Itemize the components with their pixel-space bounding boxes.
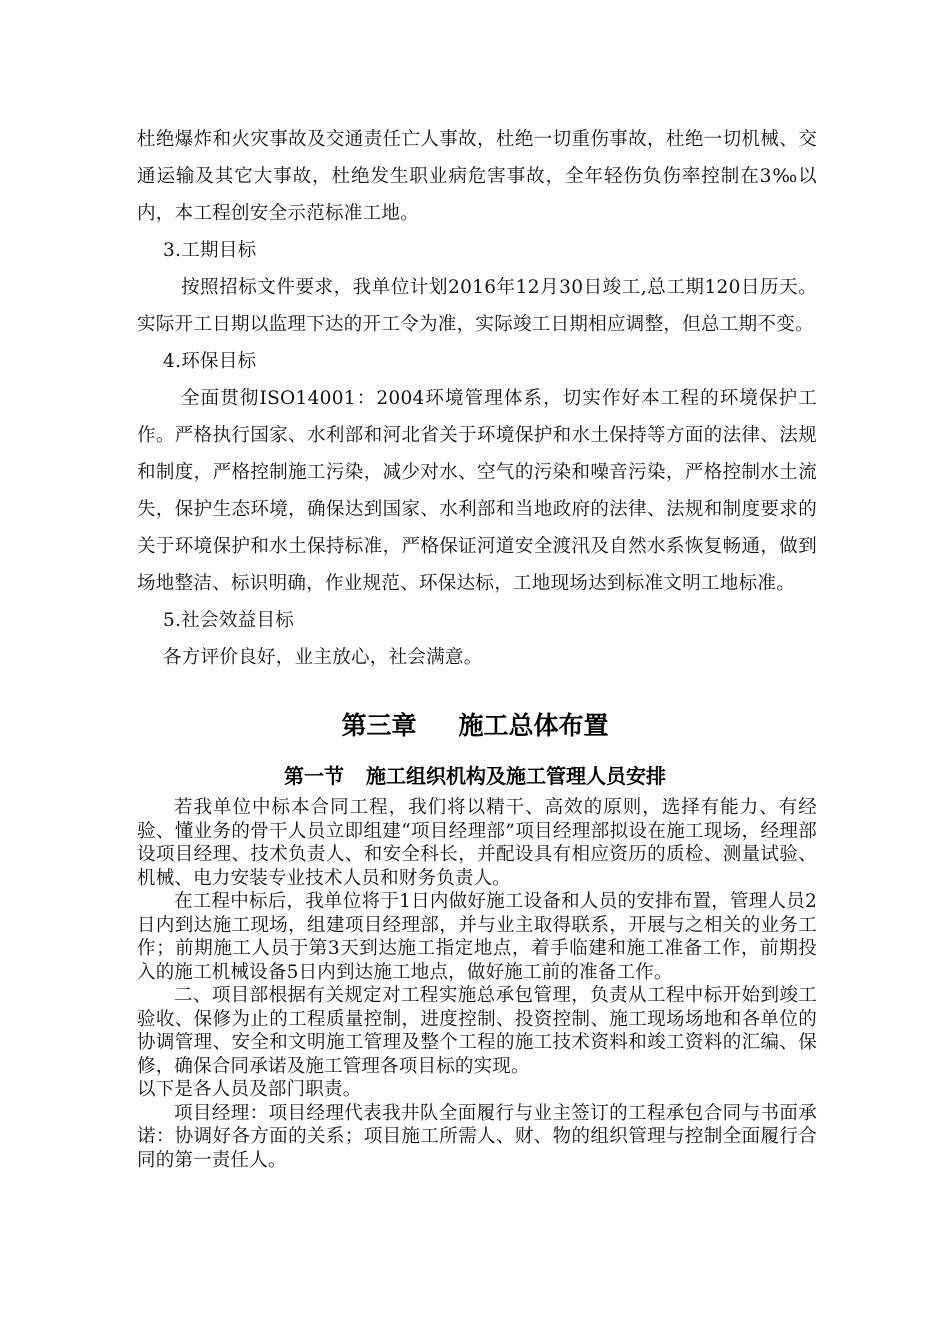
body-paragraph-3: 二、项目部根据有关规定对工程实施总承包管理，负责从工程中标开始到竣工验收、保修为止的工程质量控制，进度控制、投资控制、施工现场场地和各单位的协调管理、安全和文明施工管理及整个工程的施工技术资料和竣工资料的汇编、保修，确保合同承诺及施工管理各项目标的实现。 — [137, 985, 817, 1077]
chapter-title: 施工总体布置 — [458, 711, 609, 740]
body-paragraph-1: 若我单位中标本合同工程，我们将以精干、高效的原则，选择有能力、有经验、懂业务的骨干人员立即组建“项目经理部”项目经理部拟设在施工现场，经理部设项目经理、技术负责人、和安全科长，并配设具有相应资历的质检、测量试验、机械、电力安装专业技术人员和财务负责人。 — [137, 797, 817, 889]
goals-section — [137, 121, 817, 676]
body-paragraph-5: 项目经理：项目经理代表我井队全面履行与业主签订的工程承包合同与书面承诺：协调好各方面的关系；项目施工所需人、财、物的组织管理与控制全面履行合同的第一责任人。 — [137, 1102, 817, 1171]
safety-goal-continuation: 杜绝爆炸和火灾事故及交通责任亡人事故，杜绝一切重伤事故，杜绝一切机械、交通运输及其它大事故，杜绝发生职业病危害事故，全年轻伤负伤率控制在3‰以内，本工程创安全示范标准工地。 — [137, 129, 817, 224]
body-paragraph-2: 在工程中标后，我单位将于1日内做好施工设备和人员的安排布置，管理人员2日内到达施工现场，组建项目经理部，并与业主取得联系，开展与之相关的业务工作；前期施工人员于第3天到达施工指定地点，着手临建和施工准备工作，前期投入的施工机械设备5日内到达施工地点，做好施工前的准备工作。 — [137, 891, 817, 983]
social-goal-heading: 5.社会效益目标 — [163, 610, 295, 631]
section-number: 第一节 — [284, 764, 344, 788]
section-heading — [0, 759, 950, 793]
social-goal-text: 各方评价良好，业主放心，社会满意。 — [163, 647, 483, 668]
env-goal-heading: 4.环保目标 — [163, 351, 257, 372]
chapter-heading — [0, 706, 950, 746]
schedule-goal-text: 按照招标文件要求，我单位计划2016年12月30日竣工,总工期120日历天。实际开工日期以监理下达的开工令为准，实际竣工日期相应调整，但总工期不变。 — [137, 277, 817, 335]
body-paragraph-4: 以下是各人员及部门职责。 — [137, 1079, 362, 1100]
schedule-goal-heading: 3.工期目标 — [163, 240, 257, 261]
env-goal-text: 全面贯彻ISO14001：2004环境管理体系，切实作好本工程的环境保护工作。严格执行国家、水利部和河北省关于环境保护和水土保持等方面的法律、法规和制度，严格控制施工污染，减少对水、空气的污染和噪音污染，严格控制水土流失，保护生态环境，确保达到国家、水利部和当地政府的法律、法规和制度要求的关于环境保护和水土保持标准，严格保证河道安全渡汛及自然水系恢复畅通，做到场地整洁、标识明确，作业规范、环保达标，工地现场达到标准文明工地标准。 — [137, 388, 817, 594]
section-body — [137, 796, 817, 1172]
section-title: 施工组织机构及施工管理人员安排 — [366, 764, 666, 788]
chapter-number: 第三章 — [341, 711, 417, 740]
